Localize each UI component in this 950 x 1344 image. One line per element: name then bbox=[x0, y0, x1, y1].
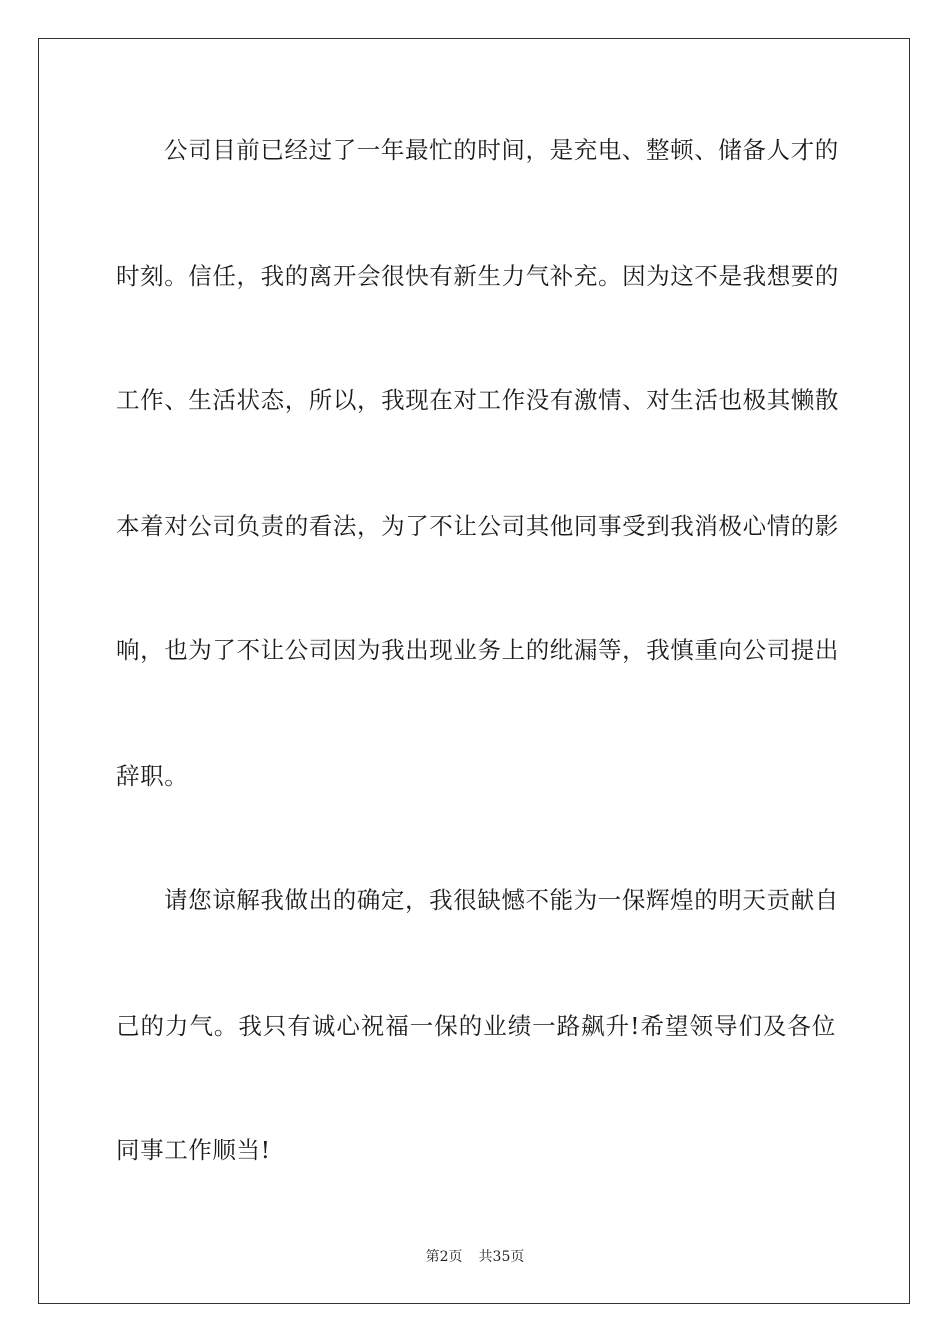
text-line-9: 同事工作顺当! bbox=[116, 1136, 271, 1164]
text-line-8: 己的力气。我只有诚心祝福一保的业绩一路飙升!希望领导们及各位 bbox=[116, 1012, 836, 1040]
text-line-7: 请您谅解我做出的确定，我很缺憾不能为一保辉煌的明天贡献自 bbox=[164, 886, 839, 914]
text-line-5: 响，也为了不让公司因为我出现业务上的纰漏等，我慎重向公司提出 bbox=[116, 636, 839, 664]
text-line-4: 本着对公司负责的看法，为了不让公司其他同事受到我消极心情的影 bbox=[116, 512, 839, 540]
text-line-1: 公司目前已经过了一年最忙的时间，是充电、整顿、储备人才的 bbox=[164, 136, 839, 164]
page-total: 共35页 bbox=[478, 1249, 525, 1265]
text-line-6: 辞职。 bbox=[116, 762, 189, 790]
page-border bbox=[38, 38, 910, 1304]
text-line-2: 时刻。信任，我的离开会很快有新生力气补充。因为这不是我想要的 bbox=[116, 262, 839, 290]
page-footer bbox=[0, 1248, 950, 1266]
page-number: 第2页 bbox=[425, 1249, 463, 1265]
text-line-3: 工作、生活状态，所以，我现在对工作没有激情、对生活也极其懒散 bbox=[116, 386, 839, 414]
